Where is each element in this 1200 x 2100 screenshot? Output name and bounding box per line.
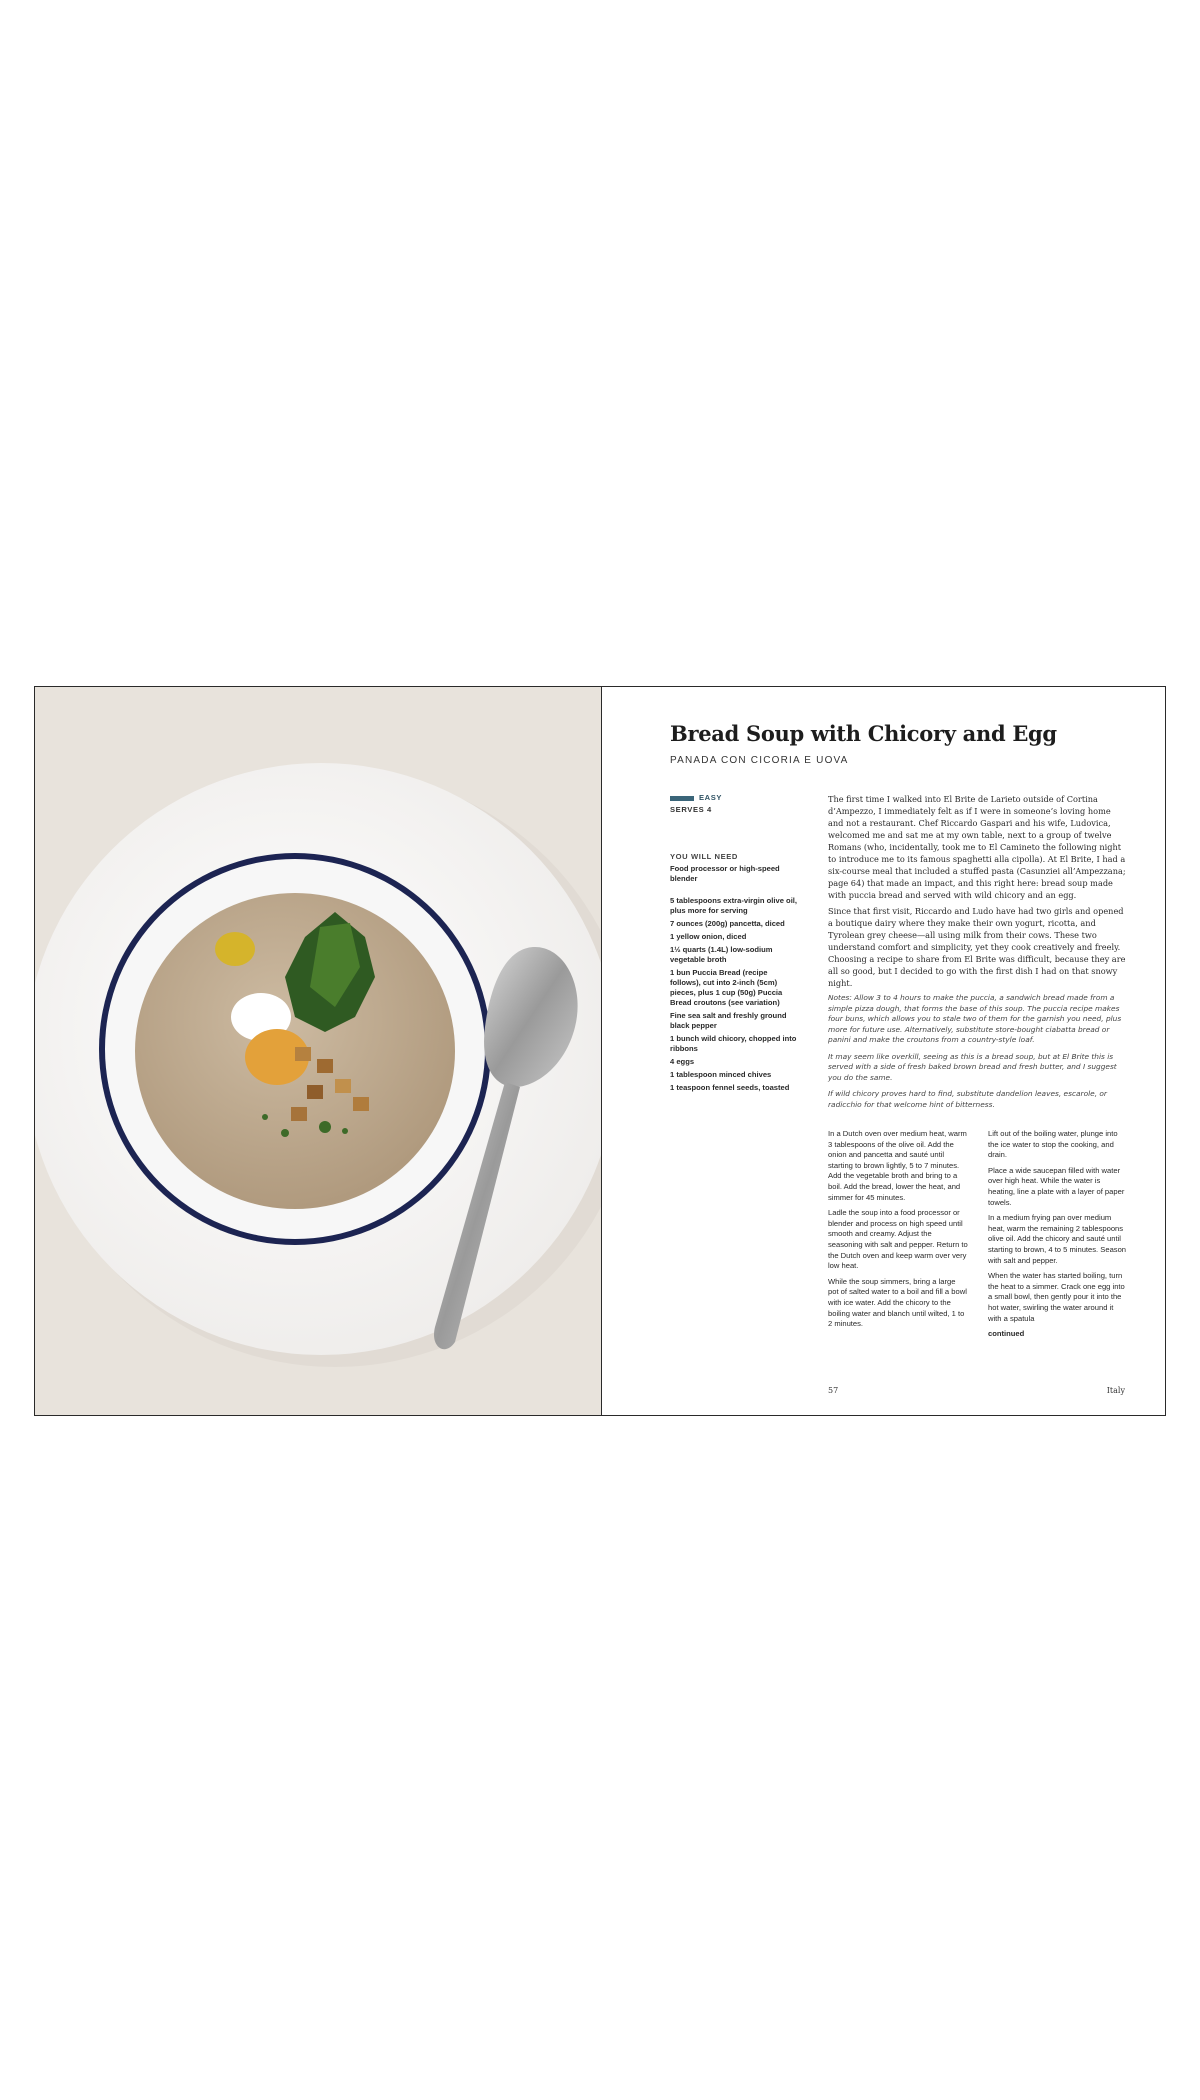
soup-photo [35, 687, 602, 1415]
recipe-intro [828, 793, 1128, 1116]
difficulty-label: EASY [699, 793, 723, 802]
section-name: Italy [1106, 1386, 1125, 1395]
ingredient-item: 1 bunch wild chicory, chopped into ribbons [670, 1034, 797, 1053]
steps-column-right [988, 1129, 1128, 1345]
note-paragraph: It may seem like overkill, seeing as this is a bread soup, but at El Brite this is served with a side of fresh baked brown bread and fresh butter, and I suggest you do the same. [828, 1051, 1117, 1082]
method-step: In a medium frying pan over medium heat, warm the remaining 2 tablespoons olive oil. Add the chicory and sauté until starting to brown, 4 to 5 minutes. Season with salt and pepper. [988, 1213, 1127, 1265]
difficulty-level [670, 793, 798, 803]
note-paragraph: If wild chicory proves hard to find, substitute dandelion leaves, escarole, or radicchio for that welcome hint of bitterness. [828, 1089, 1107, 1109]
steps-column-left [828, 1129, 968, 1345]
method-step: Lift out of the boiling water, plunge into the ice water to stop the cooking, and drain. [988, 1129, 1118, 1160]
page-number: 57 [828, 1386, 839, 1395]
method-steps [828, 1129, 1128, 1345]
ingredient-list [670, 896, 798, 1093]
intro-paragraph: Since that first visit, Riccardo and Ludo have had two girls and opened a boutique dairy where they make their own yogurt, ricotta, and Tyrolean grey cheese—all using milk from their cows. These two understand comfort and simplicity, yet they cook creatively and freely. Choosing a recipe to share from El Brite was difficult, because they are all so good, but I decided to go with the first dish I had on that snowy night. [828, 906, 1126, 988]
recipe-page [602, 687, 1165, 1415]
you-will-need-label: YOU WILL NEED [670, 852, 738, 861]
method-step: In a Dutch oven over medium heat, warm 3 tablespoons of the olive oil. Add the onion and pancetta and sauté until starting to brown lightly, 5 to 7 minutes. Add the vegetable broth and bring to a boil. Add the bread, lower the heat, and simmer for 45 minutes. [828, 1129, 967, 1202]
ingredient-item: 1 teaspoon fennel seeds, toasted [670, 1083, 790, 1092]
ingredient-item: 7 ounces (200g) pancetta, diced [670, 919, 785, 928]
continued-label: continued [988, 1329, 1025, 1339]
ingredient-item: 4 eggs [670, 1057, 695, 1066]
note-paragraph: Notes: Allow 3 to 4 hours to make the puccia, a sandwich bread made from a simple pizza dough, that forms the base of this soup. The puccia recipe makes four buns, which allows you to stale two of them for the garnish you need, plus more for future use. Alternatively, substitute store-bought ciabatta bread or panini and make the croutons from a country-style loaf. [828, 993, 1122, 1044]
intro-paragraph: The first time I walked into El Brite de Larieto outside of Cortina d’Ampezzo, I immediately felt as if I were in someone’s loving home and not a restaurant. Chef Riccardo Gaspari and his wife, Ludovica, welcomed me and sat me at my own table, next to a group of twelve Romans (who, incidentally, took me to El Camineto the following night to introduce me to its famous spaghetti alla cipolla). At El Brite, I had a six-course meal that included a stuffed pasta (Casunziei all’Ampezzana; page 64) that made an impact, and this right here: bread soup made with puccia bread and served with wild chicory and an egg. [828, 794, 1126, 900]
soup-bowl-illustration [35, 687, 601, 1415]
method-step: Place a wide saucepan filled with water over high heat. While the water is heating, line a plate with a layer of paper towels. [988, 1165, 1125, 1207]
book-spread [34, 686, 1166, 1416]
ingredient-item: Fine sea salt and freshly ground black pepper [670, 1011, 787, 1030]
equipment: Food processor or high-speed blender [670, 864, 780, 883]
difficulty-bar [670, 796, 694, 801]
recipe-subtitle: PANADA CON CICORIA E UOVA [670, 755, 849, 766]
recipe-sidebar [670, 793, 798, 1096]
ingredient-item: 1½ quarts (1.4L) low-sodium vegetable broth [670, 945, 773, 964]
recipe-title: Bread Soup with Chicory and Egg [670, 721, 1057, 746]
olive-oil-drop [215, 932, 255, 966]
method-step: Ladle the soup into a food processor or blender and process on high speed until smooth and creamy. Adjust the seasoning with salt and pepper. Return to the Dutch oven and keep warm over very low heat. [828, 1208, 968, 1271]
serves-label: SERVES 4 [670, 805, 712, 814]
method-step: When the water has started boiling, turn the heat to a simmer. Crack one egg into a small bowl, then gently pour it into the hot water, swirling the water around it with a spatula [988, 1271, 1125, 1323]
ingredient-item: 1 bun Puccia Bread (recipe follows), cut into 2-inch (5cm) pieces, plus 1 cup (50g) Puccia Bread croutons (see variation) [670, 968, 783, 1007]
ingredient-item: 1 tablespoon minced chives [670, 1070, 772, 1079]
ingredient-item: 1 yellow onion, diced [670, 932, 747, 941]
method-step: While the soup simmers, bring a large pot of salted water to a boil and fill a bowl with ice water. Add the chicory to the boiling water and blanch until wilted, 1 to 2 minutes. [828, 1276, 967, 1329]
ingredient-item: 5 tablespoons extra-virgin olive oil, plus more for serving [670, 896, 798, 915]
